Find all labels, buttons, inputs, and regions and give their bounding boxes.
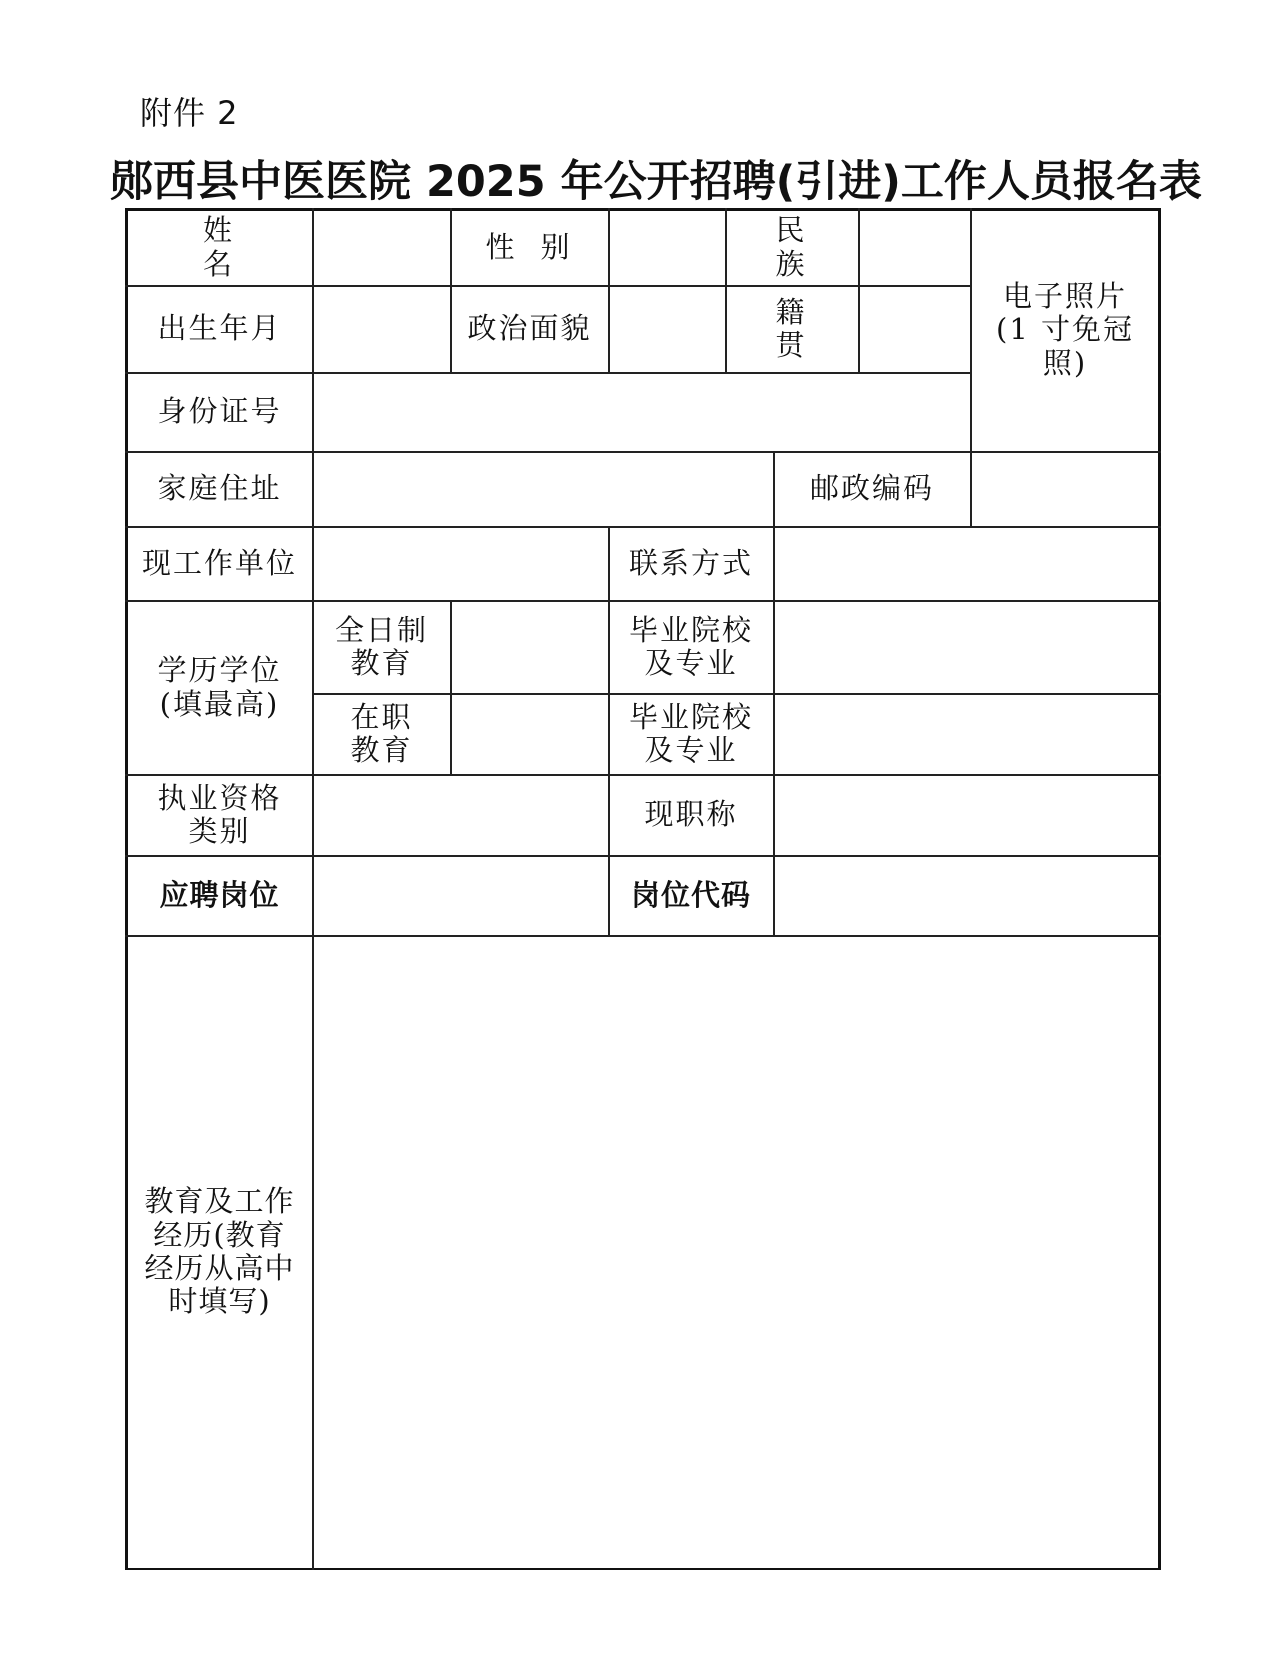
license-field[interactable] xyxy=(313,775,608,855)
id-number-field[interactable] xyxy=(313,373,970,451)
fulltime-label-line2: 教育 xyxy=(350,646,413,680)
name-field[interactable] xyxy=(313,210,450,285)
ethnicity-field[interactable] xyxy=(859,210,970,285)
position-code-label: 岗位代码 xyxy=(630,877,751,912)
position-label: 应聘岗位 xyxy=(159,877,280,912)
inservice-label-line1: 在职 xyxy=(350,699,413,734)
fulltime-education-field[interactable] xyxy=(451,601,608,693)
name-label: 姓名 xyxy=(202,213,292,281)
address-label: 家庭住址 xyxy=(157,471,282,506)
education-label xyxy=(127,601,312,774)
school-label-line2: 及专业 xyxy=(644,646,738,680)
education-label-line2: (填最高) xyxy=(159,686,280,721)
origin-label: 籍贯 xyxy=(775,294,831,362)
history-label-line1: 教育及工作 xyxy=(144,1184,295,1219)
professional-title-field[interactable] xyxy=(774,775,1159,855)
fulltime-school-field[interactable] xyxy=(774,601,1159,693)
photo-label-line: 电子照片 xyxy=(1002,279,1127,313)
history-label xyxy=(127,936,312,1568)
school-label-line2: 及专业 xyxy=(644,733,738,767)
history-label-line3: 经历从高中 xyxy=(144,1251,295,1285)
fulltime-school-label xyxy=(609,601,773,693)
professional-title-label: 现职称 xyxy=(644,797,738,832)
fulltime-label-line1: 全日制 xyxy=(334,612,428,647)
photo-label-line: (1 寸免冠 xyxy=(996,312,1134,347)
education-label-line1: 学历学位 xyxy=(157,653,282,688)
employer-label: 现工作单位 xyxy=(141,545,297,580)
inservice-school-field[interactable] xyxy=(774,694,1159,774)
employer-field[interactable] xyxy=(313,527,608,600)
history-label-line4: 时填写) xyxy=(168,1284,271,1319)
birth-label: 出生年月 xyxy=(157,311,282,346)
school-label-line1: 毕业院校 xyxy=(628,612,753,647)
gender-field[interactable] xyxy=(609,210,725,285)
page-title: 郧西县中医医院 2025 年公开招聘(引进)工作人员报名表 xyxy=(110,157,1202,207)
position-code-field[interactable] xyxy=(774,856,1159,935)
inservice-label-line2: 教育 xyxy=(350,733,413,767)
license-label-line2: 类别 xyxy=(188,814,251,848)
birth-field[interactable] xyxy=(313,286,450,372)
license-label xyxy=(127,775,312,855)
address-field[interactable] xyxy=(313,452,773,526)
attachment-label: 附件 2 xyxy=(140,94,239,132)
postal-code-field[interactable] xyxy=(971,452,1159,526)
fulltime-education-label xyxy=(313,601,450,693)
inservice-school-label xyxy=(609,694,773,774)
inservice-education-field[interactable] xyxy=(451,694,608,774)
contact-field[interactable] xyxy=(774,527,1159,600)
form-bottom-border xyxy=(125,1568,1161,1570)
photo-label-line: 照) xyxy=(1042,345,1088,380)
photo-placeholder[interactable] xyxy=(971,210,1159,380)
contact-label: 联系方式 xyxy=(628,545,753,580)
id-number-label: 身份证号 xyxy=(157,394,282,429)
school-label-line1: 毕业院校 xyxy=(628,699,753,734)
political-field[interactable] xyxy=(609,286,725,372)
political-label: 政治面貌 xyxy=(467,311,592,346)
position-field[interactable] xyxy=(313,856,608,935)
history-field[interactable] xyxy=(313,936,1159,1568)
origin-field[interactable] xyxy=(859,286,970,372)
gender-label: 性别 xyxy=(485,229,596,264)
inservice-education-label xyxy=(313,694,450,774)
ethnicity-label: 民族 xyxy=(775,213,831,281)
postal-code-label: 邮政编码 xyxy=(809,471,934,506)
history-label-line2: 经历(教育 xyxy=(153,1217,286,1252)
license-label-line1: 执业资格 xyxy=(157,780,282,815)
